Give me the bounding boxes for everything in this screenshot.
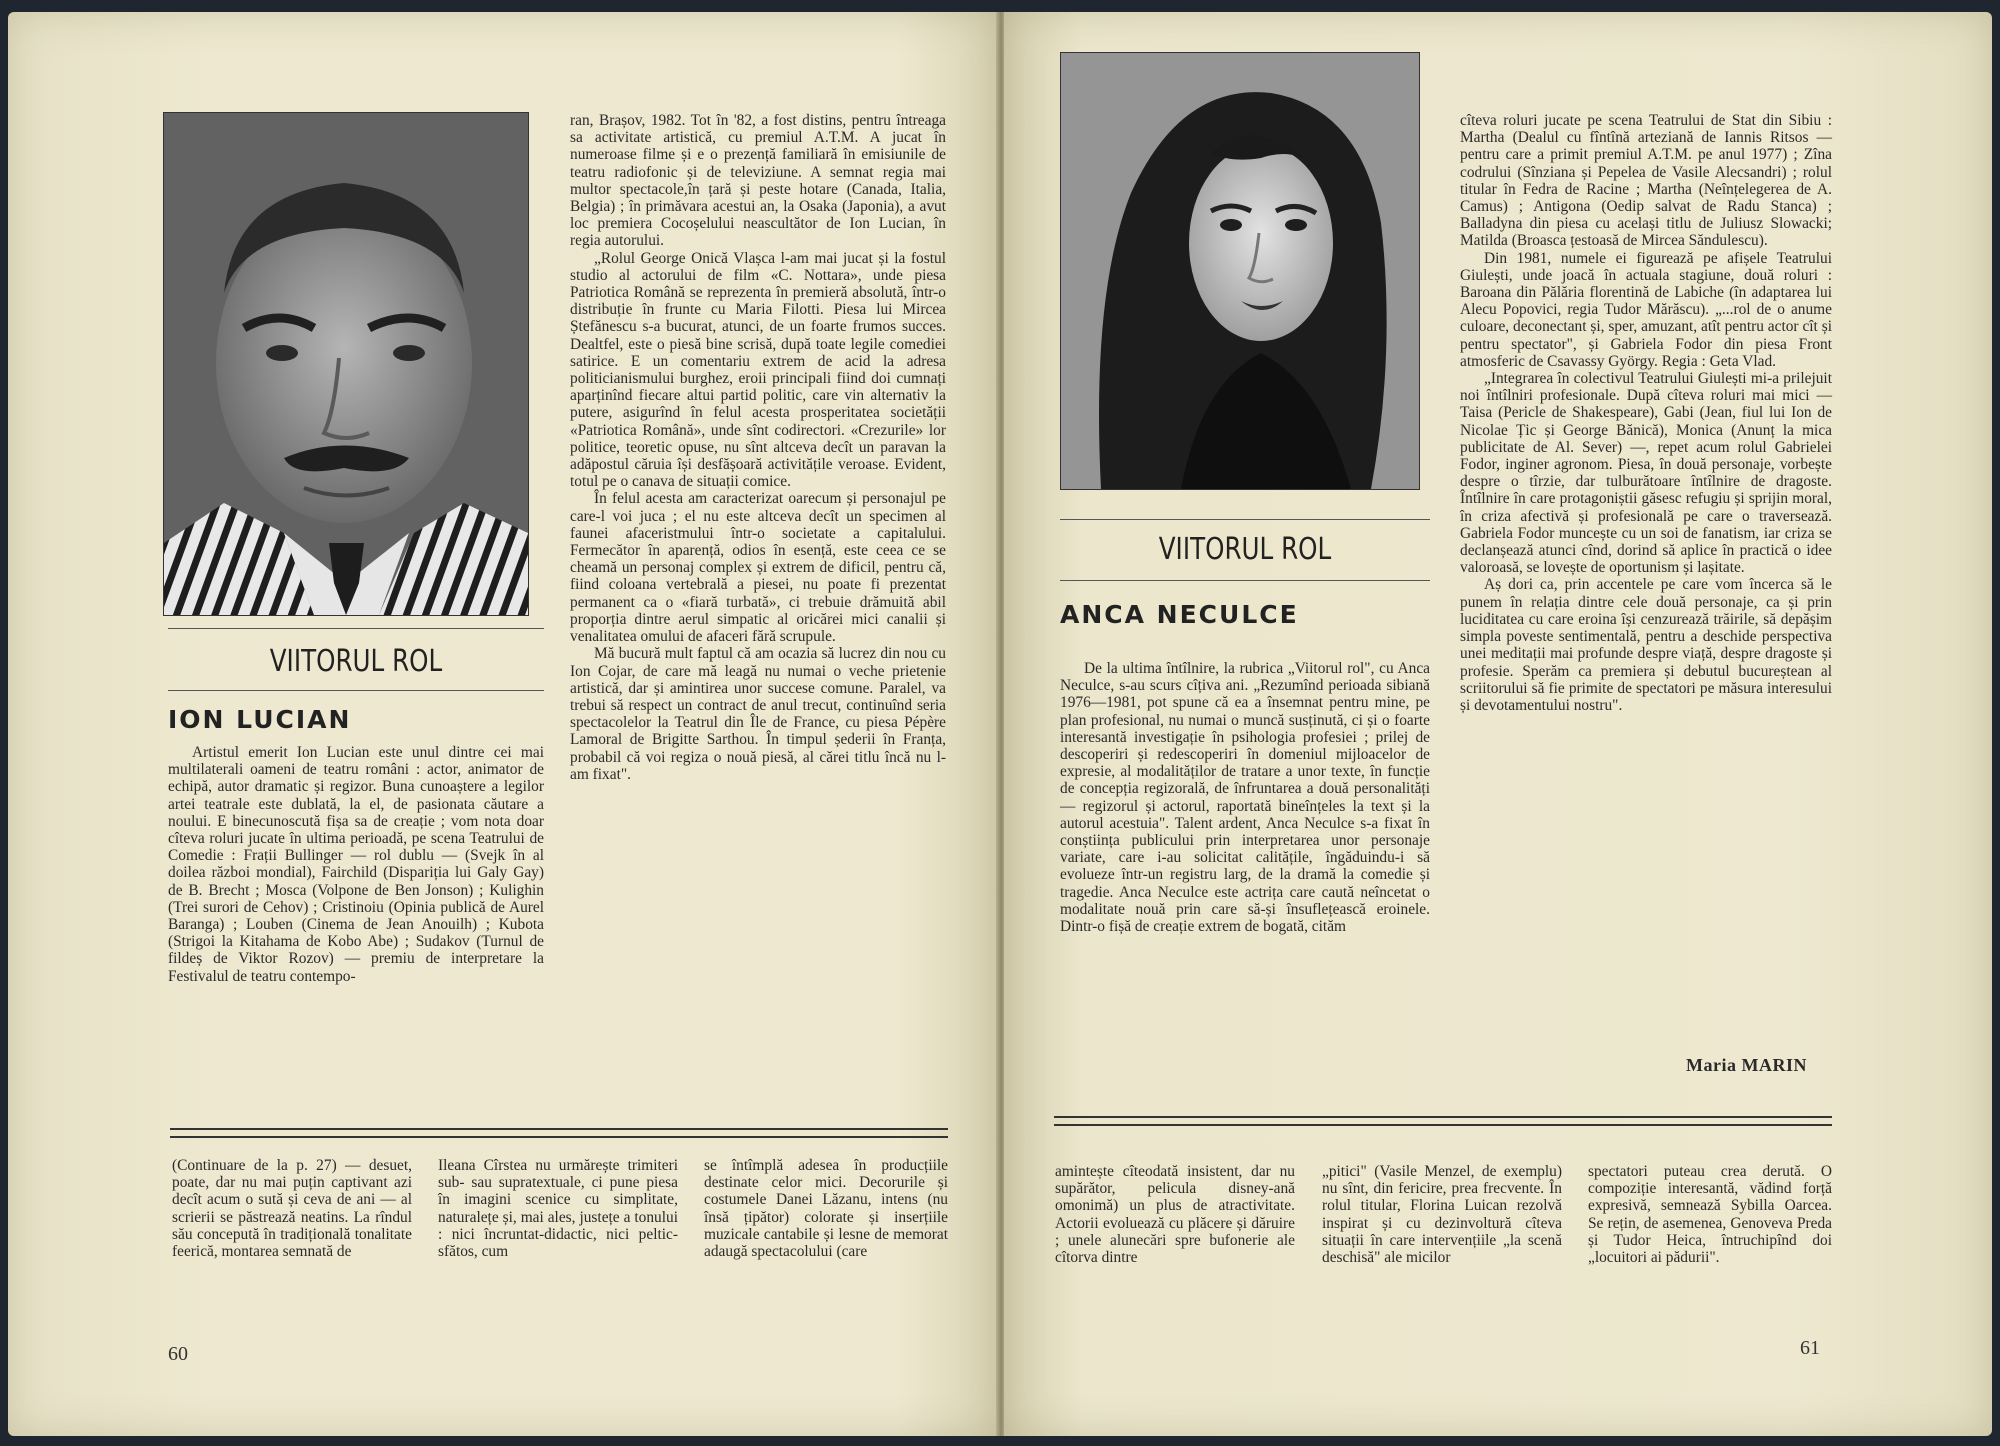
heading-rule-bottom	[168, 690, 544, 691]
portrait-photo-anca-neculce	[1060, 52, 1420, 490]
review-column-1	[172, 1157, 412, 1260]
paragraph: Ileana Cîrstea nu urmărește trimiteri sub- sau supratextuale, ci pune piesa în imagini scenice cu simplitate, naturalețe și, mai ales, justețe a tonului : nici încruntat-didactic, nici peltic-sfătos, cum	[438, 1157, 678, 1261]
article-column-1	[1060, 660, 1430, 935]
paragraph: spectatori puteau crea derută. O compoziție interesantă, vădind forță expresivă, semnează Sybilla Oarcea. Se rețin, de asemenea, Genoveva Preda și Tudor Heica, întruchipînd doi „locuitori ai pădurii".	[1588, 1163, 1832, 1267]
review-column-3	[704, 1157, 948, 1260]
paragraph: „pitici" (Vasile Menzel, de exemplu) nu sînt, din fericire, prea frecvente. În rolul titular, Florina Luican rezolvă inspirat și cu dezinvoltură cîteva situații în care intervențiile „la scenă deschisă" ale micilor	[1322, 1163, 1562, 1267]
review-column-1	[1055, 1163, 1295, 1266]
paragraph: În felul acesta am caracterizat oarecum și personajul pe care-l voi juca ; el nu este altceva decît un specimen al faunei afaceristmului într-o societate a capitalului. Fermecător în aparență, odios în esență, este ceea ce se cheamă un personaj complex și extrem de dificil, pentru că, fiind coloana vertebrală a piesei, nu poate fi prezentat permanent ca o «fiară turbată», ci trebuie drămuită abil proporția dintre aerul simpatic al oricărei mici canalii și venalitatea omului de afaceri fără scrupule.	[570, 490, 946, 646]
section-divider	[1054, 1116, 1832, 1126]
article-name: ION LUCIAN	[168, 705, 352, 734]
paragraph: amintește cîteodată insistent, dar nu supărător, pelicula disney-ană omonimă) un plus de atractivitate. Actorii evoluează cu plăcere și dăruire ; unele alunecări spre bufonerie ale cîtorva dintre	[1055, 1163, 1295, 1267]
article-column-1	[168, 744, 544, 985]
review-column-2	[1322, 1163, 1562, 1266]
heading-rule-top	[168, 628, 544, 629]
paragraph: cîteva roluri jucate pe scena Teatrului de Stat din Sibiu : Martha (Dealul cu fîntînă arteziană de Iannis Ritsos — pentru care a primit premiul A.T.M. pe anul 1977) ; Zîna codrului (Sînziana și Pepelea de Vasile Alecsandri) ; rolul titular în Fedra de Racine ; Martha (Neînțelegerea de A. Camus) ; Antigona (Oedip salvat de Radu Stanca) ; Balladyna din piesa cu același titlu de Juliusz Slowacki; Matilda (Broasca țestoasă de Mircea Săndulescu).	[1460, 112, 1832, 250]
paragraph: De la ultima întîlnire, la rubrica „Viitorul rol", cu Anca Neculce, s-au scurs cîțiva ani. „Rezumînd perioada sibiană 1976—1981, pot spune că ea a însemnat pentru mine, pe plan profesional, nu numai o muncă susținută, ci și o foarte interesantă investigație în psihologia profesiei ; prilej de descoperiri și redescoperiri în domeniul mijloacelor de expresie, al modalităților de tratare a unor texte, în funcție de concepția regizorală, de înfruntarea a două personalități — regizorul și actorul, raportată bineînțeles la text și la autorul acestuia". Talent ardent, Anca Neculce s-a fixat în conștiința publicului prin interpretarea unor personaje variate, care i-au solicitat calitățile, îngăduindu-i să evolueze într-un registru larg, de la dramă la comedie și tragedie. Anca Neculce este actrița care caută neîncetat o modalitate nouă prin care să-și însuflețească eroinele. Dintr-o fișă de creație extrem de bogată, cităm	[1060, 660, 1430, 936]
article-column-2	[1460, 112, 1832, 714]
paragraph: Aș dori ca, prin accentele pe care vom încerca să le punem în relația dintre cele două personaje, ca și prin luciditatea cu care eroina își cenzurează trăirile, să depășim simpla poveste sentimentală, pentru a deschide perspectiva unei meditații mai profunde despre viață, despre dragoste și profesie. Sperăm ca premiera și debutul bucureștean al scriitorului să fie primite de spectatori pe măsura interesului și devotamentului nostru".	[1460, 576, 1832, 714]
review-column-2	[438, 1157, 678, 1260]
paragraph: „Integrarea în colectivul Teatrului Giulești mi-a prilejuit noi întîlniri profesionale. După cîteva roluri mai mici — Taisa (Pericle de Shakespeare), Gabi (Jean, fiul lui Ion de Nicolae Țic și George Bănică), Monica (Anunț la mica publicitate de Al. Sever) —, repet acum rolul Gabrielei Fodor, inginer agronom. Piesa, în două personaje, vorbește despre o tîrzie, dar tulburătoare întîlnire de dragoste. Întîlnire în care protagoniștii găsesc refugiu și sprijin moral, în criza afectivă și profesională pe care o traversează. Gabriela Fodor muncește cu un soi de fanatism, iar criza se declanșează atunci cînd, dorind să aplice în practică o idee valoroasă, se lovește de oportunism și lașitate.	[1460, 370, 1832, 577]
portrait-photo-ion-lucian	[163, 112, 529, 616]
article-name: ANCA NECULCE	[1060, 600, 1299, 629]
portrait-man-image	[164, 113, 528, 615]
heading-rule-bottom	[1060, 580, 1430, 581]
page-number: 60	[168, 1343, 188, 1365]
paragraph: Mă bucură mult faptul că am ocazia să lucrez din nou cu Ion Cojar, de care mă leagă nu numai o veche prietenie artistică, dar și amintirea unor succese comune. Paralel, va trebui să respect un contract de anul trecut, continuînd seria spectacolelor la Teatrul din Île de France, cu piesa Pépère Lamoral de Brigitte Sarthou. În timpul șederii în Franța, probabil că voi regiza o nouă piesă, al cărei titlu încă nu l-am fixat".	[570, 645, 946, 783]
portrait-woman-image	[1061, 53, 1419, 489]
paragraph: Din 1981, numele ei figurează pe afișele Teatrului Giulești, unde joacă în actuala stagiune, două roluri : Baroana din Pălăria florentină de Labiche (în adaptarea lui Alecu Popovici, regia Tudor Mărăscu). „...rol de o anume culoare, deconectant și, sper, amuzant, atît pentru actor cît și pentru spectator", și Gabriela Fodor din piesa Front atmosferic de Csavassy György. Regia : Geta Vlad.	[1460, 249, 1832, 370]
paragraph: se întîmplă adesea în producțiile destinate celor mici. Decorurile și costumele Danei Lăzanu, intens (nu însă țipător) colorate și inserțiile muzicale cantabile și lesne de memorat adaugă spectacolului (care	[704, 1157, 948, 1261]
author-signature: Maria MARIN	[1686, 1055, 1807, 1075]
section-divider	[170, 1128, 948, 1138]
paragraph: Artistul emerit Ion Lucian este unul dintre cei mai multilaterali oameni de teatru români : actor, animator de echipă, autor dramatic și regizor. Buna cunoaștere a legilor artei teatrale este dublată, la el, de pasionata căutare a noului. E binecunoscută fișa sa de creație ; vom nota doar cîteva roluri jucate în ultima perioadă, pe scena Teatrului de Comedie : Frații Bullinger — rol dublu — (Svejk în al doilea război mondial), Fairchild (Dispariția lui Galy Gay) de B. Brecht ; Mosca (Volpone de Ben Jonson) ; Kulighin (Trei surori de Cehov) ; Cristinoiu (Opinia publică de Aurel Baranga) ; Louben (Cinema de Jean Anouilh) ; Kubota (Strigoi la Kitahama de Kobo Abe) ; Sudakov (Turnul de fildeș de Viktor Rozov) — premiu de interpretare la Festivalul de teatru contempo-	[168, 744, 544, 985]
paragraph: (Continuare de la p. 27) — desuet, poate, dar nu mai puțin captivant azi decît acum o sută și ceva de ani — al scrierii se păstrează neatins. La rîndul său concepută în tradițională tonalitate feerică, montarea semnată de	[172, 1157, 412, 1261]
paragraph: ran, Brașov, 1982. Tot în '82, a fost distins, pentru întreaga sa activitate artistică, cu premiul A.T.M. A jucat în numeroase filme și e o prezență familiară în emisiunile de teatru radiofonic și de televiziune. A semnat regia mai multor spectacole,în țară și peste hotare (Canada, Italia, Belgia) ; în primăvara acestui an, la Osaka (Japonia), a avut loc premiera Cocoșelului neascultător de Ion Lucian, în regia autorului.	[570, 112, 946, 250]
article-column-2	[570, 112, 946, 783]
review-column-3	[1588, 1163, 1832, 1266]
heading-rule-top	[1060, 519, 1430, 520]
page-number: 61	[1800, 1337, 1820, 1359]
paragraph: „Rolul George Onică Vlașca l-am mai jucat și la fostul studio al actorului de film «C. Nottara», unde piesa Patriotica Română se reprezenta în premieră absolută, într-o distribuție în frunte cu Maria Filotti. Piesa lui Mircea Ștefănescu s-a bucurat, atunci, de un foarte frumos succes. Dealtfel, este o piesă bine scrisă, după toate legile comediei satirice. E un comentariu extrem de acid la adresa politicianismului burghez, eroii principali fiind doi cumnați aparținînd fiecare altui partid politic, care vin alternativ la putere, asigurînd în felul acesta prosperitatea societății «Patriotica Română», unde sînt codirectori. «Crezurile» lor politice, teoretic opuse, nu sînt altceva decît un paravan la adăpostul căruia își desfășoară activitățile veroase. Evident, totul pe o canava de situații comice.	[570, 249, 946, 491]
column-heading: VIITORUL ROL	[1158, 532, 1332, 567]
column-heading: VIITORUL ROL	[269, 644, 443, 679]
